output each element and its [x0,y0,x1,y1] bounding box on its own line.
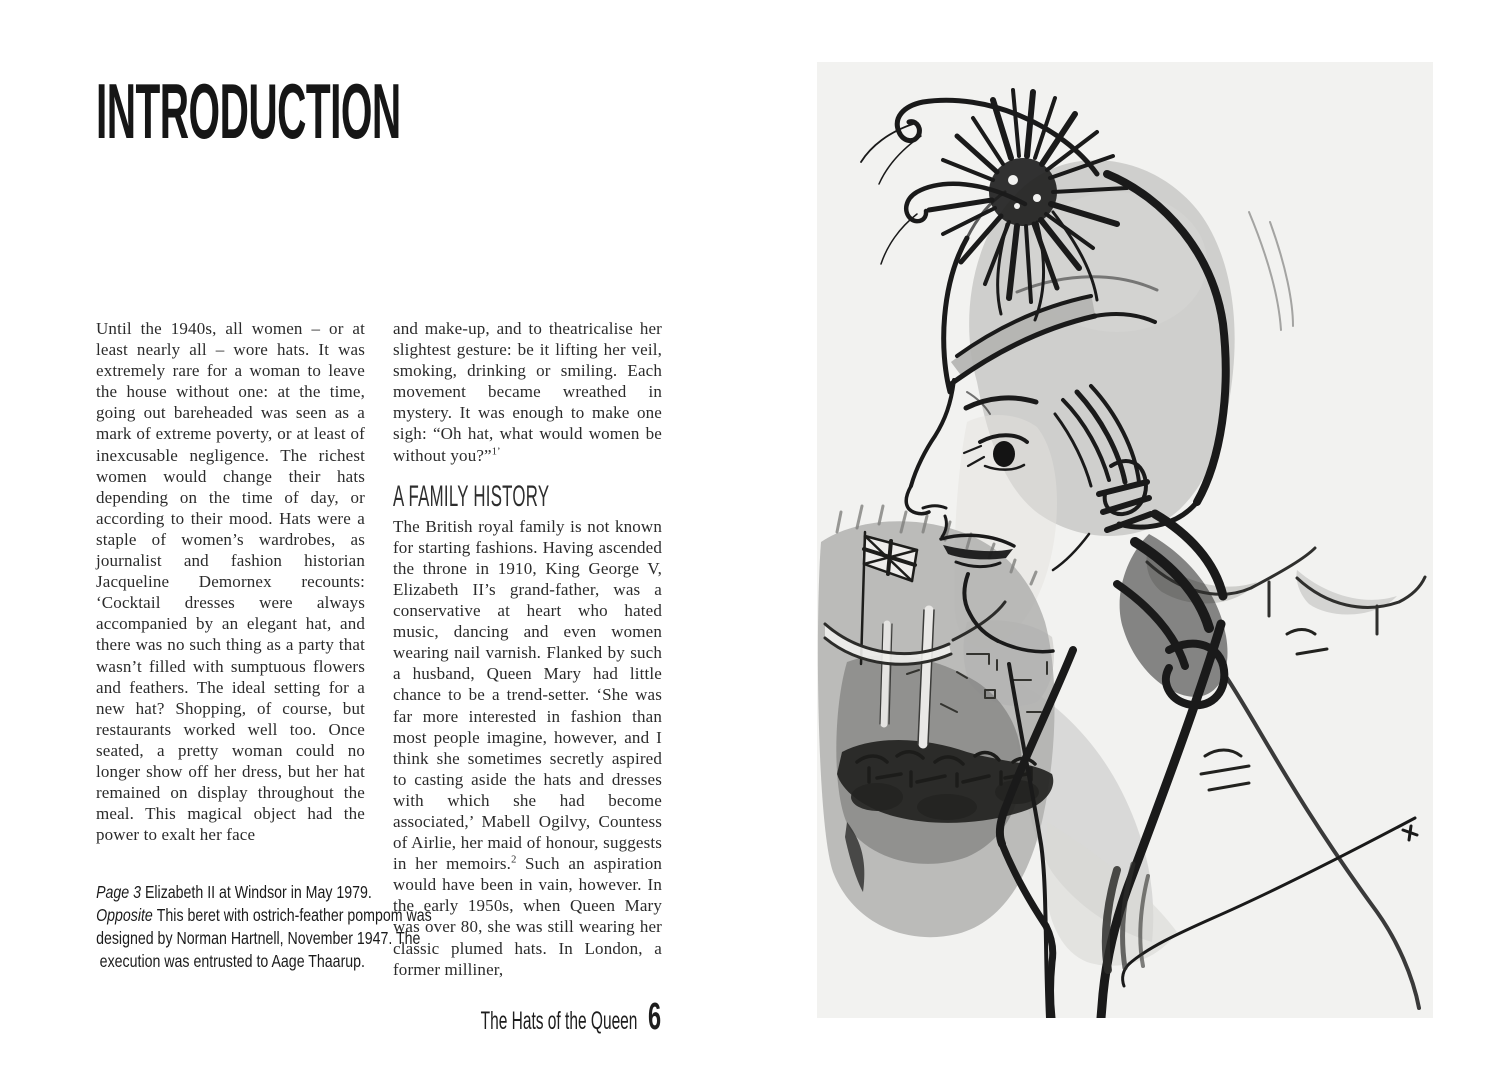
photo-caption [96,881,432,973]
caption-text: Elizabeth II at Windsor in May 1979. [144,882,372,902]
page-number: 6 [647,996,661,1038]
continuation-paragraph [393,318,662,466]
caption-line [96,881,372,904]
caption-line [96,950,365,973]
footnote-marker-1: 1 [491,445,497,457]
caption-line [96,904,432,927]
intro-column-right [393,318,662,980]
caption-line [96,927,421,950]
caption-lead: Opposite [96,905,157,925]
caption-text: This beret with ostrich-feather pompom was [156,905,432,925]
quote-prime: ’ [497,445,501,457]
paragraph-text: and make-up, and to theatricalise her slightest gesture: be it lifting her veil, smoking, drinking or smiling. Each movement became wreathed in mystery. It was enough to make one sigh: “Oh hat, what would women be without you?” [393,319,662,465]
caption-text: execution was entrusted to Aage Thaarup. [99,951,366,971]
intro-paragraph: Until the 1940s, all women – or at least nearly all – wore hats. It was extremely rare for a woman to leave the house without one: at the time, going out bareheaded was seen as a mark of extreme poverty, or at least of inexcusable negligence. The richest women would change their hats depending on the time of day, or according to their mood. Hats were a staple of women’s wardrobes, as journalist and fashion historian Jacqueline Demornex recounts: ‘Cocktail dresses were always accompanied by an elegant hat, and there was no such thing as a party that wasn’t filled with sumptuous flowers and feathers. The ideal setting for a new hat? Shopping, of course, but restaurants worked well too. Once seated, a pretty woman could no longer show off her dress, but her hat remained on display throughout the meal. This magical object had the power to exalt her face [96,319,365,845]
section-heading-family-history: A FAMILY HISTORY [393,479,550,513]
paragraph-text: Such an aspiration would have been in vain, however. In the early 1950s, when Queen Mary was over 80, she was still wearing her classic plumed hats. In London, a former milliner, [393,854,662,979]
caption-lead: Page 3 [96,882,145,902]
running-footer [481,996,661,1039]
caption-text: designed by Norman Hartnell, November 1947. The [96,928,421,948]
intro-column-left [96,318,365,845]
family-history-paragraph [393,516,662,980]
book-title: The Hats of the Queen [480,1007,638,1035]
paragraph-text: The British royal family is not known for starting fashions. Having ascended the throne in 1910, King George V, Elizabeth II’s grand-father, was a conservative at heart who hated music, dancing and even women wearing nail varnish. Flanked by such a husband, Queen Mary had little chance to be a trend-setter. ‘She was far more interested in fashion than most people imagine, however, and I think she sometimes secretly aspired to casting aside the hats and dresses with which she had become associated,’ Mabell Ogilvy, Countess of Airlie, her maid of honour, suggests in her memoirs. [393,516,662,874]
hat-sketch-illustration [817,62,1433,1018]
page-title: INTRODUCTION [96,67,401,156]
ink-sketch-woman-beret [817,62,1433,1018]
footnote-marker-2: 2 [511,854,517,866]
